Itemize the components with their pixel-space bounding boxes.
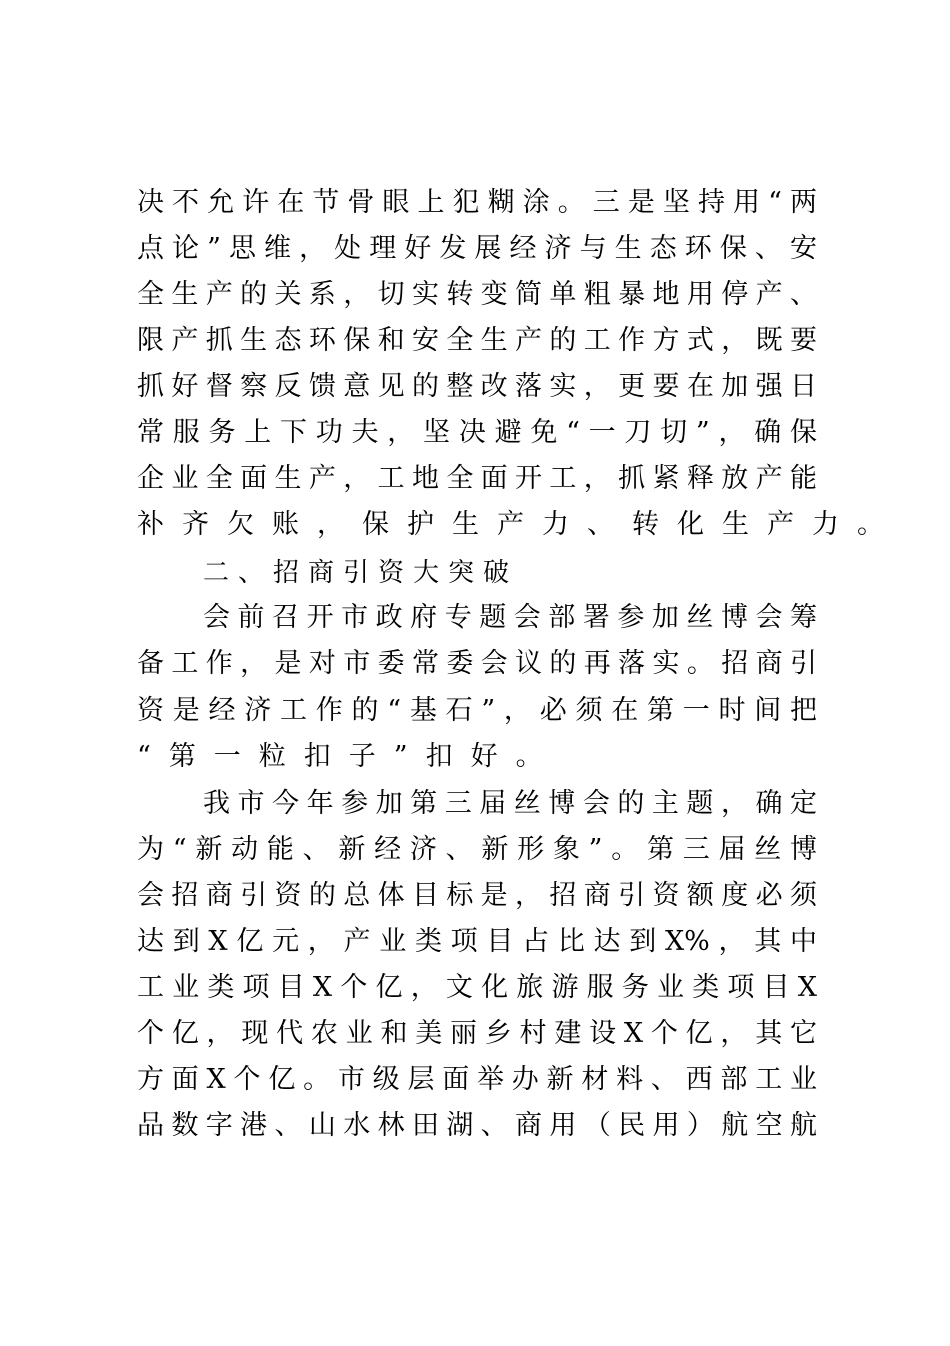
text-line: 我市今年参加第三届丝博会的主题，确定: [203, 788, 817, 819]
text-line: 为“新动能、新经济、新形象”。第三届丝博: [137, 834, 817, 865]
text-line: 补齐欠账，保护生产力、转化生产力。: [137, 509, 902, 540]
text-line: 点论”思维，处理好发展经济与生态环保、安: [137, 233, 817, 264]
text-line: 达到X亿元，产业类项目占比达到X%，其中: [137, 926, 817, 957]
text-line: 方面X个亿。市级层面举办新材料、西部工业: [137, 1064, 817, 1095]
text-line: 备工作，是对市委常委会议的再落实。招商引: [137, 648, 817, 679]
text-line: 工业类项目X个亿，文化旅游服务业类项目X: [137, 972, 817, 1003]
text-line: 抓好督察反馈意见的整改落实，更要在加强日: [137, 371, 817, 402]
text-line: 限产抓生态环保和安全生产的工作方式，既要: [137, 325, 817, 356]
text-line: 资是经济工作的“基石”，必须在第一时间把: [137, 695, 817, 726]
text-line: 全生产的关系，切实转变简单粗暴地用停产、: [137, 279, 817, 310]
text-line: 常服务上下功夫，坚决避免“一刀切”，确保: [137, 417, 817, 448]
text-line: 企业全面生产，工地全面开工，抓紧释放产能: [137, 463, 817, 494]
text-line: 品数字港、山水林田湖、商用（民用）航空航: [137, 1110, 817, 1141]
text-line: 会招商引资的总体目标是，招商引资额度必须: [137, 880, 817, 911]
section-heading: 二、招商引资大突破: [203, 558, 519, 588]
text-line: “第一粒扣子”扣好。: [137, 741, 561, 772]
text-line: 决不允许在节骨眼上犯糊涂。三是坚持用“两: [137, 187, 817, 218]
text-line: 个亿，现代农业和美丽乡村建设X个亿，其它: [137, 1018, 817, 1049]
text-line: 会前召开市政府专题会部署参加丝博会筹: [203, 602, 817, 633]
